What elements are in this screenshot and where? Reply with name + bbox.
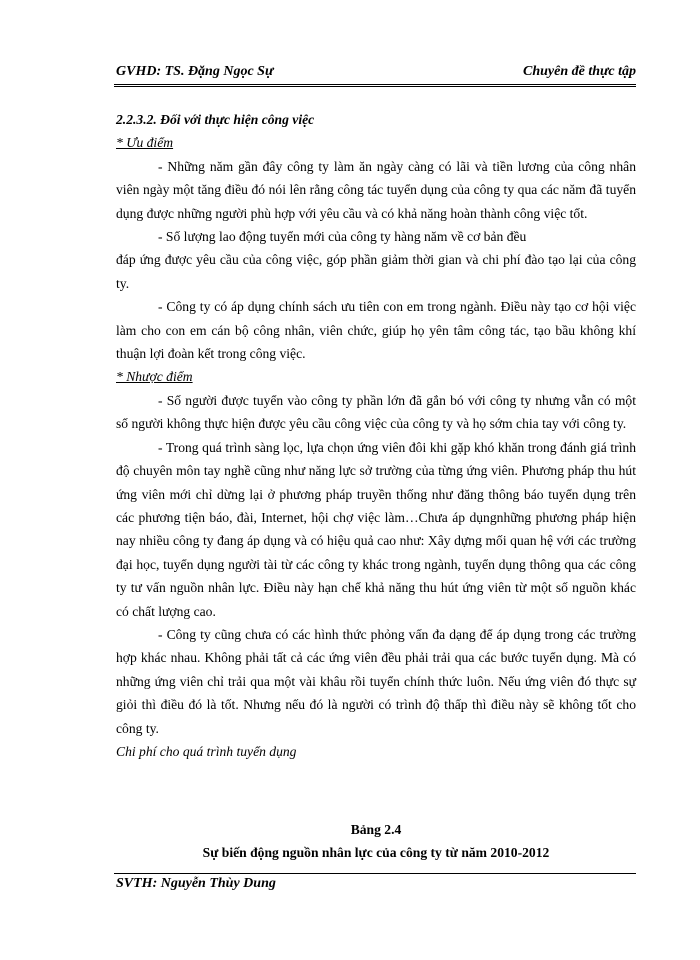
table-label: Bảng 2.4 <box>350 822 402 837</box>
footer-divider <box>114 873 636 874</box>
disadvantages-paragraph: - Số người được tuyển vào công ty phần lớn đã gắn bó với công ty nhưng vẫn có một số người không thực hiện được yêu cầu công việc của công ty và họ sớm chia tay với công ty. <box>116 392 636 432</box>
header-supervisor: GVHD: TS. Đặng Ngọc Sự <box>116 64 274 79</box>
disadvantages-paragraph: - Công ty cũng chưa có các hình thức phỏng vấn đa dạng để áp dụng trong các trường hợp khác nhau. Không phải tất cả các ứng viên đều phải trải qua các bước tuyển dụng. Mà có những ứng viên chỉ trải qua một vài khâu rồi tuyển chính thức luôn. Nếu ứng viên đó thực sự giỏi thì điều đó là tốt. Nhưng nếu đó là người có trình độ thấp thì điều này sẽ không tốt cho công ty. <box>116 626 636 736</box>
page-header <box>114 62 636 84</box>
header-divider <box>114 84 636 87</box>
table-caption <box>116 818 636 864</box>
page-content <box>116 108 636 763</box>
table-title: Sự biến động nguồn nhân lực của công ty từ năm 2010-2012 <box>202 845 550 860</box>
section-title: 2.2.3.2. Đối với thực hiện công việc <box>116 112 315 127</box>
header-document-type: Chuyên đề thực tập <box>522 64 636 79</box>
page-footer: SVTH: Nguyễn Thùy Dung <box>116 876 276 891</box>
advantages-paragraph: đáp ứng được yêu cầu của công việc, góp phần giảm thời gian và chi phí đào tạo lại của công ty. <box>116 252 636 291</box>
advantages-paragraph: - Số lượng lao động tuyển mới của công ty hàng năm về cơ bản đều <box>158 229 527 245</box>
advantages-paragraph: - Công ty có áp dụng chính sách ưu tiên con em trong ngành. Điều này tạo cơ hội việc làm cho con em cán bộ công nhân, viên chức, giúp họ yên tâm công tác, tạo bầu không khí thuận lợi đoàn kết trong công việc. <box>116 299 636 362</box>
disadvantages-paragraph: - Trong quá trình sàng lọc, lựa chọn ứng viên đôi khi gặp khó khăn trong đánh giá trình độ chuyên môn tay nghề cũng như năng lực sở trường của từng ứng viên. Phương pháp thu hút ứng viên mới chỉ dừng lại ở phương pháp truyền thống như đăng thông báo tuyển dụng trên các phương tiện báo, đài, Internet, hội chợ việc làm…Chưa áp dụngnhững phương pháp hiện nay nhiều công ty đang áp dụng và có hiệu quả cao như: Xây dựng mối quan hệ với các trường đại học, tuyển dụng người tài từ các công ty khác trong ngành, tuyển dụng thông qua các công ty tư vấn nguồn nhân lực. Điều này hạn chế khả năng thu hút ứng viên từ một số nguồn khác có chất lượng cao. <box>116 439 636 619</box>
advantages-heading: * Ưu điểm <box>116 135 174 151</box>
advantages-paragraph: - Những năm gần đây công ty làm ăn ngày càng có lãi và tiền lương của công nhân viên ngày một tăng điều đó nói lên rằng công tác tuyển dụng của công ty qua các năm đã tuyển dụng được những người phù hợp với yêu cầu và có khả năng hoàn thành công việc tốt. <box>116 158 636 221</box>
cost-heading: Chi phí cho quá trình tuyển dụng <box>116 743 297 759</box>
disadvantages-heading: * Nhược điểm <box>116 369 193 385</box>
